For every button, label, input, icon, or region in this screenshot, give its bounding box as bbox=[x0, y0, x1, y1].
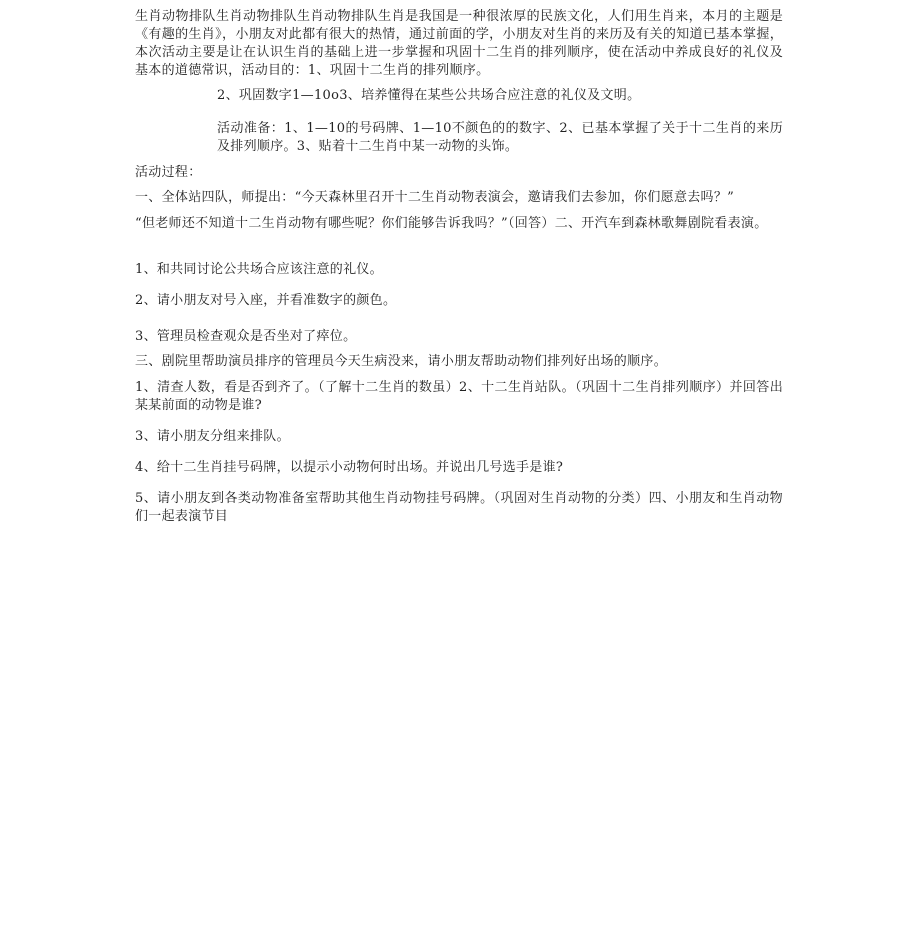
list-item: 1、和共同讨论公共场合应该注意的礼仪。 bbox=[135, 262, 383, 277]
list-item: 3、请小朋友分组来排队。 bbox=[135, 429, 290, 444]
step-three-paragraph: 三、剧院里帮助演员排序的管理员今天生病没来，请小朋友帮助动物们排列好出场的顺序。 bbox=[135, 354, 668, 369]
list-item: 5、请小朋友到各类动物准备室帮助其他生肖动物挂号码牌。（巩固对生肖动物的分类）四、小朋友和生肖动物们一起表演节目 bbox=[135, 491, 783, 524]
list-item: 2、请小朋友对号入座，并看准数字的颜色。 bbox=[135, 293, 397, 308]
step-one-paragraph: 一、全体站四队，师提出：“今天森林里召开十二生肖动物表演会，邀请我们去参加，你们愿意去吗？” bbox=[135, 190, 735, 205]
intro-paragraph: 生肖动物排队生肖动物排队生肖动物排队生肖是我国是一种很浓厚的民族文化，人们用生肖来，本月的主题是《有趣的生肖》，小朋友对此都有很大的热情，通过前面的学，小朋友对生肖的来历及有关的知道已基本掌握，本次活动主要是让在认识生肖的基础上进一步掌握和巩固十二生肖的排列顺序，使在活动中养成良好的礼仪及基本的道德常识，活动目的：1、巩固十二生肖的排列顺序。 bbox=[135, 9, 783, 78]
process-heading: 活动过程： bbox=[135, 165, 202, 180]
preparation-paragraph: 活动准备：1、1—10的号码牌、1—10不颜色的的数字、2、已基本掌握了关于十二生肖的来历及排列顺序。3、贴着十二生肖中某一动物的头饰。 bbox=[217, 121, 783, 154]
list-item: 1、清查人数，看是否到齐了。（了解十二生肖的数虽）2、十二生肖站队。（巩固十二生肖排列顺序）并回答出某某前面的动物是谁? bbox=[135, 380, 783, 413]
list-item: 4、给十二生肖挂号码牌，以提示小动物何时出场。并说出几号选手是谁? bbox=[135, 460, 564, 475]
step-two-paragraph: “但老师还不知道十二生肖动物有哪些呢？你们能够告诉我吗？”（回答）二、开汽车到森林歌舞剧院看表演。 bbox=[135, 216, 768, 231]
objective-paragraph: 2、巩固数字1—10o3、培养懂得在某些公共场合应注意的礼仪及文明。 bbox=[217, 88, 641, 103]
list-item: 3、管理员检查观众是否坐对了瘁位。 bbox=[135, 329, 357, 344]
